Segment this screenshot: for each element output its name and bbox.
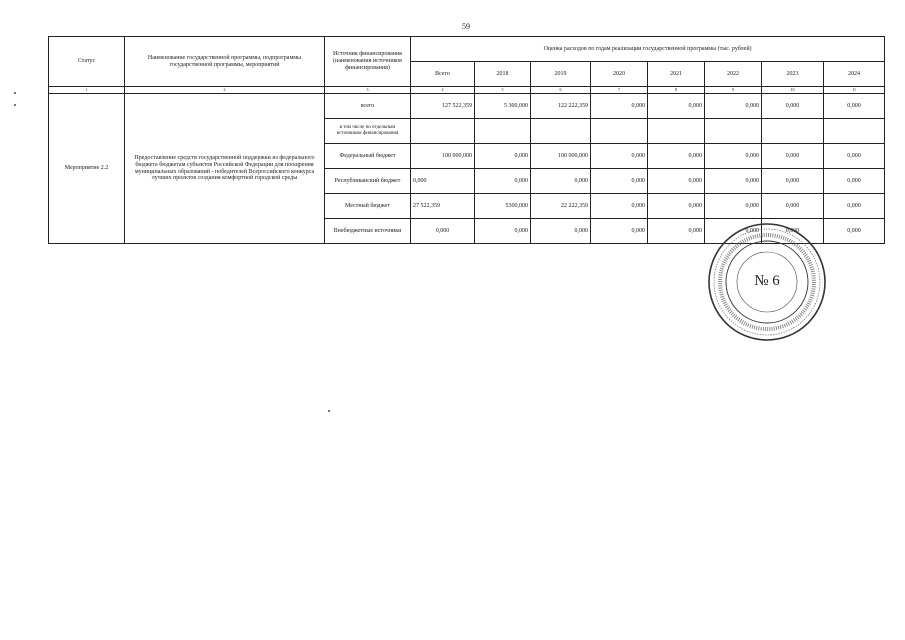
value-cell: 0,000	[705, 94, 762, 119]
value-cell: 0,000	[705, 194, 762, 219]
header-col-2020: 2020	[591, 62, 648, 87]
budget-table	[48, 36, 885, 244]
value-cell: 0,000	[762, 194, 824, 219]
column-index: 7	[591, 87, 648, 94]
header-status: Статус	[49, 37, 125, 87]
value-cell	[705, 119, 762, 144]
value-cell: 0,000	[531, 169, 591, 194]
scan-mark	[14, 104, 16, 106]
value-cell: 0,000	[531, 219, 591, 244]
value-cell: 0,000	[648, 194, 705, 219]
header-col-2023: 2023	[762, 62, 824, 87]
value-cell	[475, 119, 531, 144]
source-cell: всего	[325, 94, 411, 119]
value-cell: 0,000	[411, 169, 475, 194]
source-cell: Местный бюджет	[325, 194, 411, 219]
value-cell: 0,000	[705, 144, 762, 169]
value-cell: 0,000	[591, 169, 648, 194]
value-cell: 0,000	[591, 194, 648, 219]
value-cell: 0,000	[762, 94, 824, 119]
value-cell: 0,000	[762, 144, 824, 169]
value-cell: 0,000	[591, 94, 648, 119]
column-index-row	[49, 87, 885, 94]
value-cell: 0,000	[411, 219, 475, 244]
header-col-2018: 2018	[475, 62, 531, 87]
source-cell: Федеральный бюджет	[325, 144, 411, 169]
source-cell: Внебюджетные источники	[325, 219, 411, 244]
value-cell: 0,000	[762, 169, 824, 194]
value-cell	[591, 119, 648, 144]
value-cell: 0,000	[762, 219, 824, 244]
column-index: 11	[824, 87, 885, 94]
column-index: 2	[125, 87, 325, 94]
value-cell: 0,000	[591, 144, 648, 169]
header-col-2022: 2022	[705, 62, 762, 87]
column-index: 8	[648, 87, 705, 94]
header-col-2024: 2024	[824, 62, 885, 87]
value-cell: 127 522,359	[411, 94, 475, 119]
column-index: 9	[705, 87, 762, 94]
value-cell: 0,000	[475, 169, 531, 194]
page-number: 59	[462, 22, 470, 31]
header-name: Наименование государственной программы, подпрограммы государственной программы, мероприятий	[125, 37, 325, 87]
value-cell: 0,000	[824, 144, 885, 169]
header-col-2019: 2019	[531, 62, 591, 87]
column-index: 3	[325, 87, 411, 94]
source-cell: Республиканский бюджет	[325, 169, 411, 194]
value-cell	[648, 119, 705, 144]
column-index: 10	[762, 87, 824, 94]
header-estimate: Оценка расходов по годам реализации государственной программы (тыс. рублей)	[411, 37, 885, 62]
value-cell: 0,000	[705, 169, 762, 194]
value-cell: 100 000,000	[411, 144, 475, 169]
header-col-2021: 2021	[648, 62, 705, 87]
column-index: 1	[49, 87, 125, 94]
stamp-label: № 6	[754, 273, 780, 289]
value-cell: 0,000	[591, 219, 648, 244]
official-seal-stamp	[706, 221, 828, 343]
value-cell: 5 300,000	[475, 94, 531, 119]
value-cell	[531, 119, 591, 144]
value-cell: 0,000	[824, 94, 885, 119]
value-cell	[824, 119, 885, 144]
value-cell: 0,000	[824, 169, 885, 194]
header-col-total: Всего	[411, 62, 475, 87]
table-row	[49, 94, 885, 119]
value-cell: 0,000	[648, 144, 705, 169]
source-cell: в том числе по отдельным источникам финансирования	[325, 119, 411, 144]
column-index: 4	[411, 87, 475, 94]
value-cell: 0,000	[705, 219, 762, 244]
value-cell: 27 522,359	[411, 194, 475, 219]
scan-mark	[328, 410, 330, 412]
value-cell: 0,000	[648, 169, 705, 194]
value-cell: 0,000	[824, 219, 885, 244]
value-cell: 100 000,000	[531, 144, 591, 169]
measure-description: Предоставление средств государственной поддержки из федерального бюджета бюджетам субъектов Российской Федерации для поощрения муниципальных образований - победителей Всероссийского конкурса лучших проектов создания комфортной городской среды	[125, 94, 325, 244]
value-cell: 0,000	[475, 219, 531, 244]
value-cell: 0,000	[475, 144, 531, 169]
value-cell: 0,000	[648, 219, 705, 244]
status-cell: Мероприятие 2.2	[49, 94, 125, 244]
value-cell	[762, 119, 824, 144]
value-cell: 5300,000	[475, 194, 531, 219]
column-index: 5	[475, 87, 531, 94]
value-cell: 122 222,359	[531, 94, 591, 119]
scan-mark	[14, 92, 16, 94]
header-source: Источник финансирования (наименования источников финансирования)	[325, 37, 411, 87]
value-cell: 0,000	[648, 94, 705, 119]
value-cell	[411, 119, 475, 144]
value-cell: 22 222,359	[531, 194, 591, 219]
value-cell: 0,000	[824, 194, 885, 219]
column-index: 6	[531, 87, 591, 94]
